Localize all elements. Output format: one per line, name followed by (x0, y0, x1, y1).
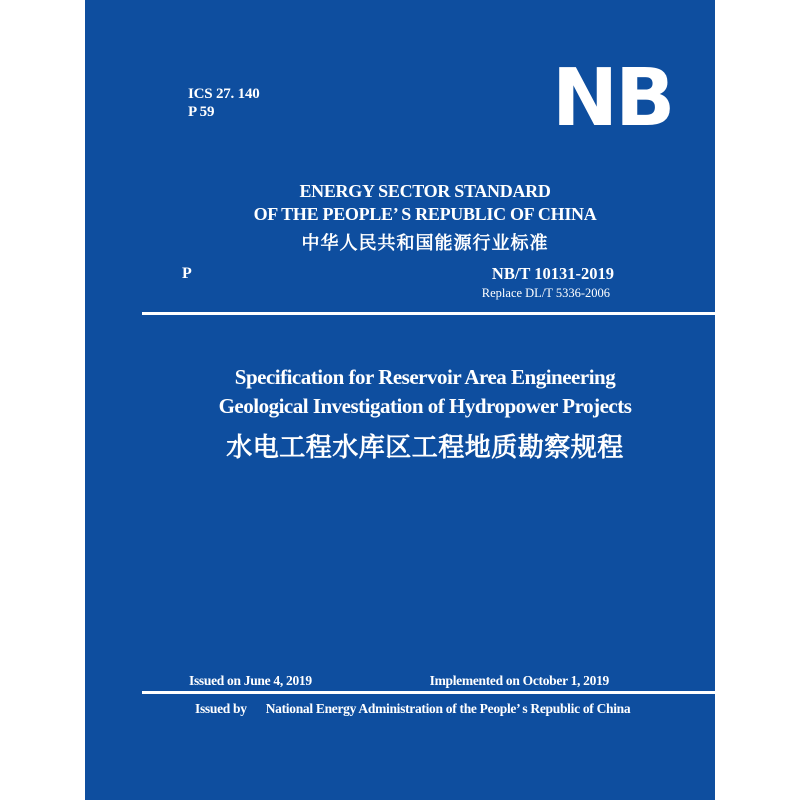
issued-date: Issued on June 4, 2019 (189, 673, 312, 688)
horizontal-rule-bottom (142, 691, 715, 694)
ics-class-code: P 59 (188, 104, 215, 120)
horizontal-rule-top (142, 312, 715, 315)
issued-by-label: Issued by (195, 701, 247, 716)
doc-class-label: P (182, 265, 192, 282)
title-en-line1: Specification for Reservoir Area Engineering (234, 365, 616, 389)
issued-by-row (195, 701, 630, 717)
nb-logo: NB (552, 52, 673, 144)
standard-code: NB/T 10131-2019 (491, 264, 614, 283)
title-zh: 水电工程水库区工程地质勘察规程 (226, 433, 624, 462)
standard-name-en-line2: OF THE PEOPLE’ S REPUBLIC OF CHINA (253, 204, 597, 224)
title-en-line2: Geological Investigation of Hydropower Projects (218, 394, 632, 418)
replaces-note: Replace DL/T 5336-2006 (481, 286, 610, 300)
standard-name-en-line1: ENERGY SECTOR STANDARD (299, 181, 551, 201)
implemented-date: Implemented on October 1, 2019 (429, 673, 609, 688)
standard-cover (85, 0, 715, 800)
ics-code: ICS 27. 140 (188, 86, 260, 102)
standard-name-zh: 中华人民共和国能源行业标准 (301, 233, 549, 254)
issued-by-authority: National Energy Administration of the People’ s Republic of China (265, 701, 631, 716)
